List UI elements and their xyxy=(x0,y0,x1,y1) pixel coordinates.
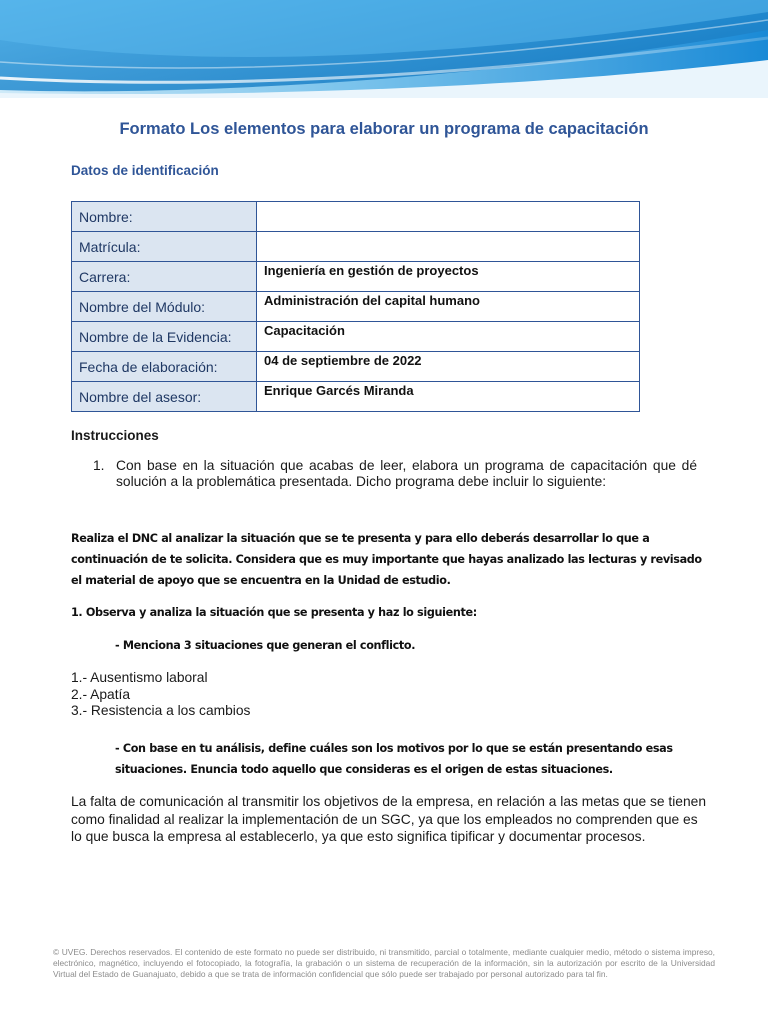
table-row xyxy=(72,262,640,292)
row-label: Nombre de la Evidencia: xyxy=(72,322,257,352)
answers-list xyxy=(71,670,250,720)
step-1-text: 1. Observa y analiza la situación que se presenta y haz lo siguiente: xyxy=(71,606,477,619)
row-value xyxy=(257,232,640,262)
row-label: Nombre: xyxy=(72,202,257,232)
list-item: 2.- Apatía xyxy=(71,686,131,702)
row-label: Nombre del asesor: xyxy=(72,382,257,412)
section-heading: Datos de identificación xyxy=(71,163,219,178)
row-label: Fecha de elaboración: xyxy=(72,352,257,382)
table-row xyxy=(72,382,640,412)
conclusion-paragraph: La falta de comunicación al transmitir los objetivos de la empresa, en relación a las metas que se tienen como finalidad al realizar la implementación de un SGC, ya que los empleados no comprenden que es lo que busca la empresa al establecerlo, ya que esto significa tipificar y documentar procesos. xyxy=(71,794,707,844)
instructions-heading: Instrucciones xyxy=(71,428,159,443)
document-title: Formato Los elementos para elaborar un programa de capacitación xyxy=(119,120,649,138)
row-value: Capacitación xyxy=(257,322,640,352)
table-row xyxy=(72,232,640,262)
identification-table xyxy=(71,201,640,412)
table-row xyxy=(72,322,640,352)
header-wave-graphic xyxy=(0,0,768,98)
sub-instruction-2: - Con base en tu análisis, define cuáles son los motivos por lo que se están presentando esas situaciones. Enuncia todo aquello que consideras es el origen de estas situaciones. xyxy=(115,742,673,776)
row-label: Nombre del Módulo: xyxy=(72,292,257,322)
copyright-footer: © UVEG. Derechos reservados. El contenido de este formato no puede ser distribuido, ni transmitido, parcial o totalmente, mediante cualquier medio, método o sistema impreso, electrónico, magnético, incluyendo el fotocopiado, la fotografía, la grabación o un sistema de recuperación de la información, sin la autorización por escrito de la Universidad Virtual del Estado de Guanajuato, debido a que se trata de información confidencial que sólo puede ser trabajado por personal autorizado para tal fin. xyxy=(53,947,715,979)
table-row xyxy=(72,202,640,232)
list-item: 1.- Ausentismo laboral xyxy=(71,670,208,685)
sub-instruction-1: - Menciona 3 situaciones que generan el conflicto. xyxy=(115,639,416,652)
list-item: 3.- Resistencia a los cambios xyxy=(71,703,251,718)
row-label: Carrera: xyxy=(72,262,257,292)
instructions-item xyxy=(93,458,697,490)
row-value: 04 de septiembre de 2022 xyxy=(257,352,640,382)
header-banner xyxy=(0,0,768,98)
instructions-item-number: 1. xyxy=(93,458,105,473)
row-value: Enrique Garcés Miranda xyxy=(257,382,640,412)
dnc-paragraph: Realiza el DNC al analizar la situación que se te presenta y para ello deberás desarrollar lo que a continuación de te solicita. Considera que es muy importante que hayas analizado las lecturas y revisado el material de apoyo que se encuentra en la Unidad de estudio. xyxy=(71,532,702,587)
row-label: Matrícula: xyxy=(72,232,257,262)
row-value: Administración del capital humano xyxy=(257,292,640,322)
table-row xyxy=(72,292,640,322)
instructions-item-text: Con base en la situación que acabas de leer, elabora un programa de capacitación que dé solución a la problemática presentada. Dicho programa debe incluir lo siguiente: xyxy=(116,458,697,489)
table-row xyxy=(72,352,640,382)
row-value: Ingeniería en gestión de proyectos xyxy=(257,262,640,292)
row-value xyxy=(257,202,640,232)
